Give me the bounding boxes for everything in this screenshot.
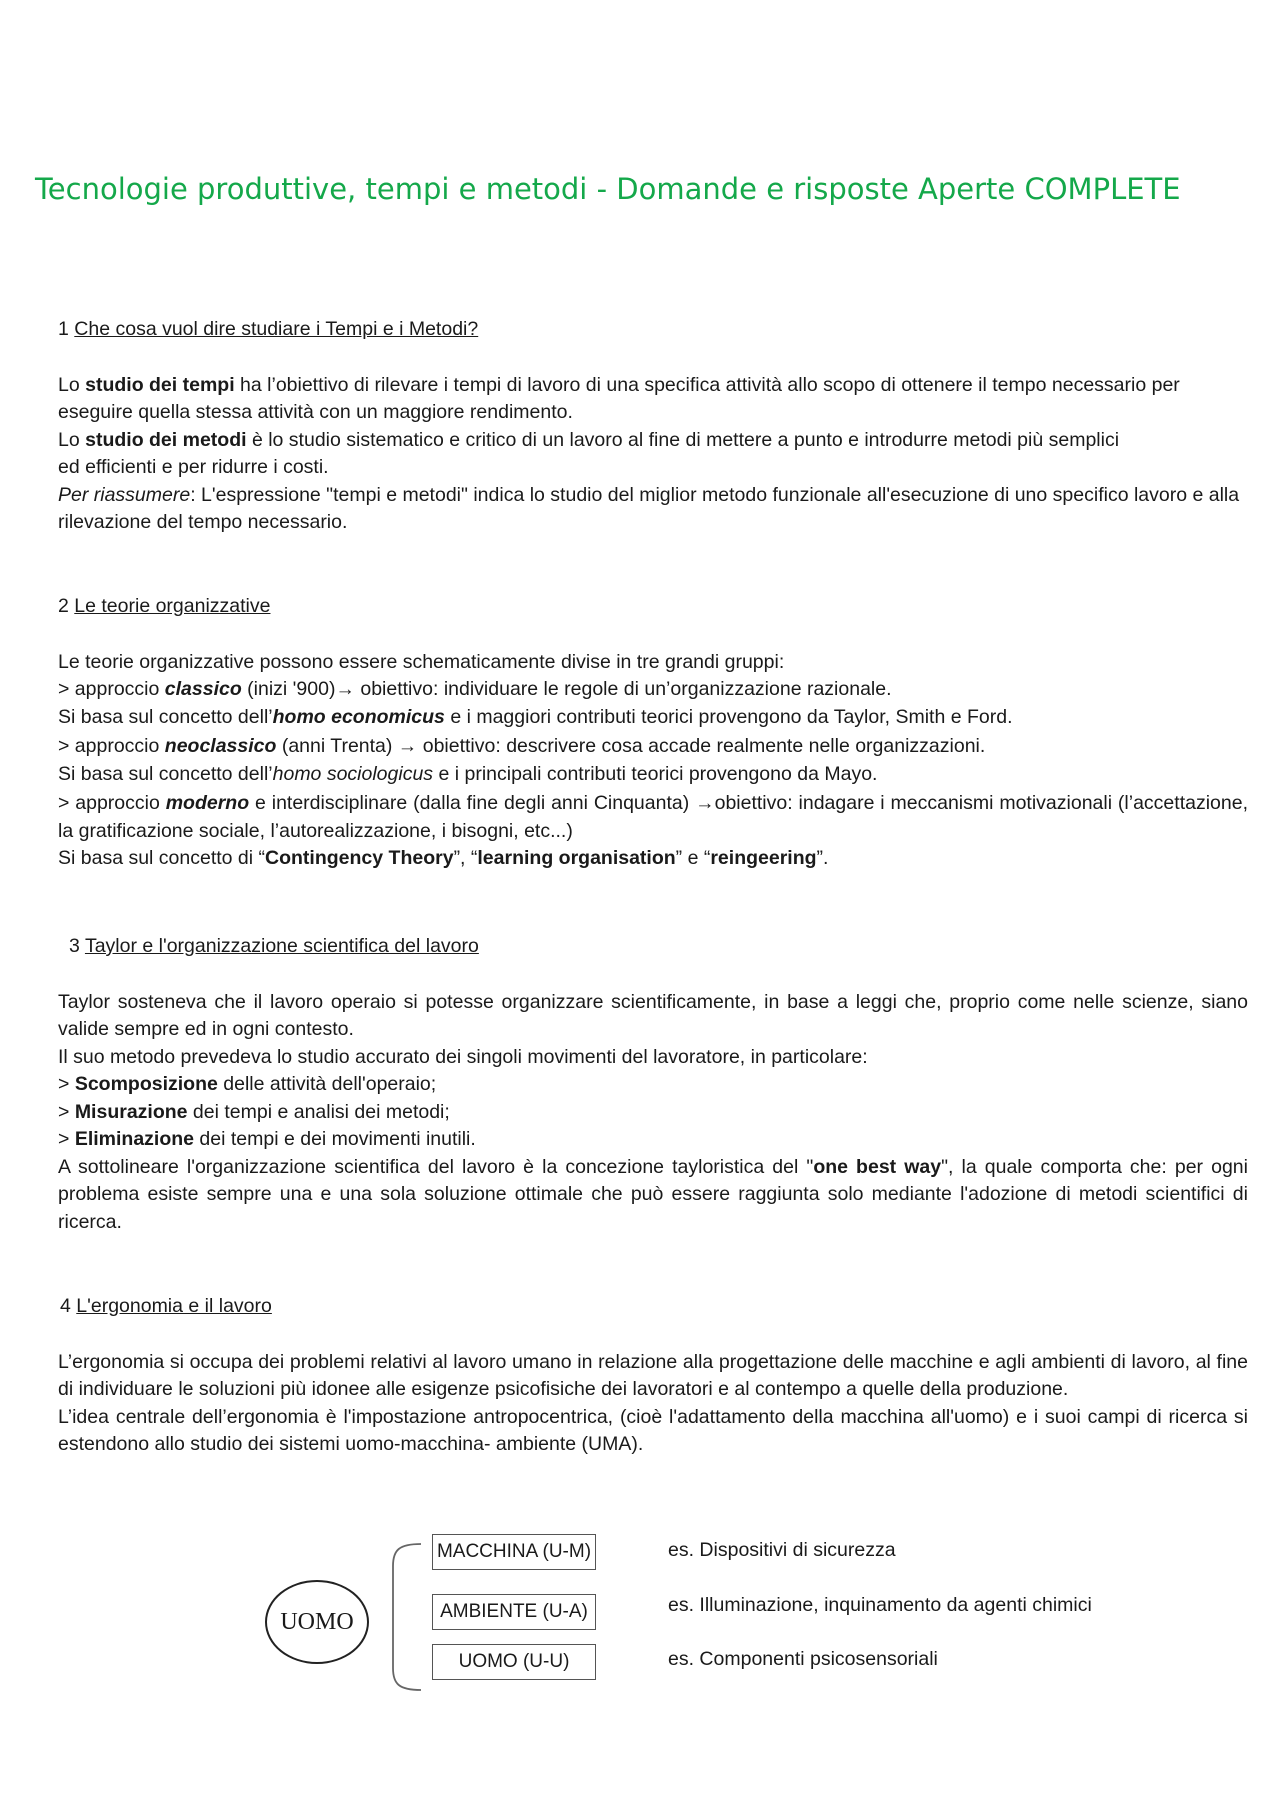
example-ambiente: es. Illuminazione, inquinamento da agenti chimici — [668, 1594, 1092, 1616]
uma-diagram — [0, 1520, 1280, 1700]
section-1-paragraph-1: Lo studio dei tempi ha l’obiettivo di rilevare i tempi di lavoro di una specifica attività allo scopo di ottenere il tempo necessario per eseguire quella stessa attività con un maggiore rendimento. — [58, 373, 1180, 423]
section-1-paragraph-2: Lo studio dei metodi è lo studio sistematico e critico di un lavoro al fine di mettere a punto e introdurre metodi più semplici ed efficienti e per ridurre i costi. — [58, 428, 1120, 478]
section-2-number: 2 — [58, 595, 69, 617]
section-3-paragraph-2: Il suo metodo prevedeva lo studio accurato dei singoli movimenti del lavoratore, in particolare: — [58, 1045, 868, 1068]
box-ambiente: AMBIENTE (U-A) — [432, 1594, 596, 1630]
document-title: Tecnologie produttive, tempi e metodi - Domande e risposte Aperte COMPLETE — [35, 172, 1181, 206]
section-4-heading — [58, 1293, 1248, 1321]
section-3-bullet-1: > Scomposizione delle attività dell'operaio; — [58, 1073, 437, 1095]
section-3-heading — [58, 933, 1248, 961]
section-4-number: 4 — [60, 1295, 71, 1317]
example-macchina: es. Dispositivi di sicurezza — [668, 1539, 896, 1561]
section-1-paragraph-3: Per riassumere: L'espressione "tempi e metodi" indica lo studio del miglior metodo funzionale all'esecuzione di uno specifico lavoro e alla rilevazione del tempo necessario. — [58, 483, 1240, 533]
section-2-heading — [58, 593, 1248, 621]
brace-connector — [385, 1542, 425, 1692]
section-3-number: 3 — [69, 935, 80, 957]
box-uomo: UOMO (U-U) — [432, 1644, 596, 1680]
section-1 — [58, 316, 1248, 537]
uomo-circle: UOMO — [265, 1580, 369, 1664]
section-3-title: Taylor e l'organizzazione scientifica del lavoro — [84, 935, 479, 957]
section-2-item-moderno-concept: Si basa sul concetto di “Contingency Theory”, “learning organisation” e “reingeering”. — [58, 847, 829, 869]
section-3-paragraph-3: A sottolineare l'organizzazione scientifica del lavoro è la concezione tayloristica del "one best way", la quale comporta che: per ogni problema esiste sempre una e una sola soluzione ottimale che può essere raggiunta solo mediante l'adozione di metodi scientifici di ricerca. — [58, 1155, 1248, 1233]
section-4 — [58, 1293, 1248, 1459]
section-4-paragraph-2: L’idea centrale dell’ergonomia è l'impostazione antropocentrica, (cioè l'adattamento della macchina all'uomo) e i suoi campi di ricerca si estendono allo studio dei sistemi uomo-macchina- ambiente (UMA). — [58, 1405, 1248, 1455]
section-1-title: Che cosa vuol dire studiare i Tempi e i Metodi? — [74, 318, 479, 340]
section-1-number: 1 — [58, 318, 69, 340]
section-2 — [58, 593, 1248, 873]
section-2-item-classico: > approccio classico (inizi '900)→ obiettivo: individuare le regole di un’organizzazione razionale. Si basa sul concetto dell’homo economicus e i maggiori contributi teorici provengono da Taylor, Smith e Ford. — [58, 678, 1013, 728]
section-3-bullet-3: > Eliminazione dei tempi e dei movimenti inutili. — [58, 1128, 476, 1150]
section-1-heading — [58, 316, 1248, 344]
section-3-paragraph-1: Taylor sosteneva che il lavoro operaio si potesse organizzare scientificamente, in base a leggi che, proprio come nelle scienze, siano valide sempre ed in ogni contesto. — [58, 990, 1248, 1040]
section-3 — [58, 933, 1248, 1236]
section-3-bullet-2: > Misurazione dei tempi e analisi dei metodi; — [58, 1100, 450, 1123]
section-4-title: L'ergonomia e il lavoro — [76, 1295, 272, 1317]
section-2-item-moderno: > approccio moderno e interdisciplinare (dalla fine degli anni Cinquanta) →obiettivo: indagare i meccanismi motivazionali (l’accettazione, la gratificazione sociale, l’autorealizzazione, i bisogni, etc...) — [58, 792, 1248, 842]
box-macchina: MACCHINA (U-M) — [432, 1534, 596, 1570]
section-4-paragraph-1: L’ergonomia si occupa dei problemi relativi al lavoro umano in relazione alla progettazione delle macchine e agli ambienti di lavoro, al fine di individuare le soluzioni più idonee alle esigenze psicofisiche dei lavoratori e al contempo a quelle della produzione. — [58, 1350, 1248, 1400]
section-2-intro: Le teorie organizzative possono essere schematicamente divise in tre grandi gruppi: — [58, 650, 785, 673]
section-2-title: Le teorie organizzative — [74, 595, 271, 617]
example-uomo: es. Componenti psicosensoriali — [668, 1648, 938, 1670]
section-2-item-neoclassico: > approccio neoclassico (anni Trenta) → obiettivo: descrivere cosa accade realmente nelle organizzazioni. Si basa sul concetto dell’homo sociologicus e i principali contributi teorici provengono da Mayo. — [58, 735, 986, 785]
